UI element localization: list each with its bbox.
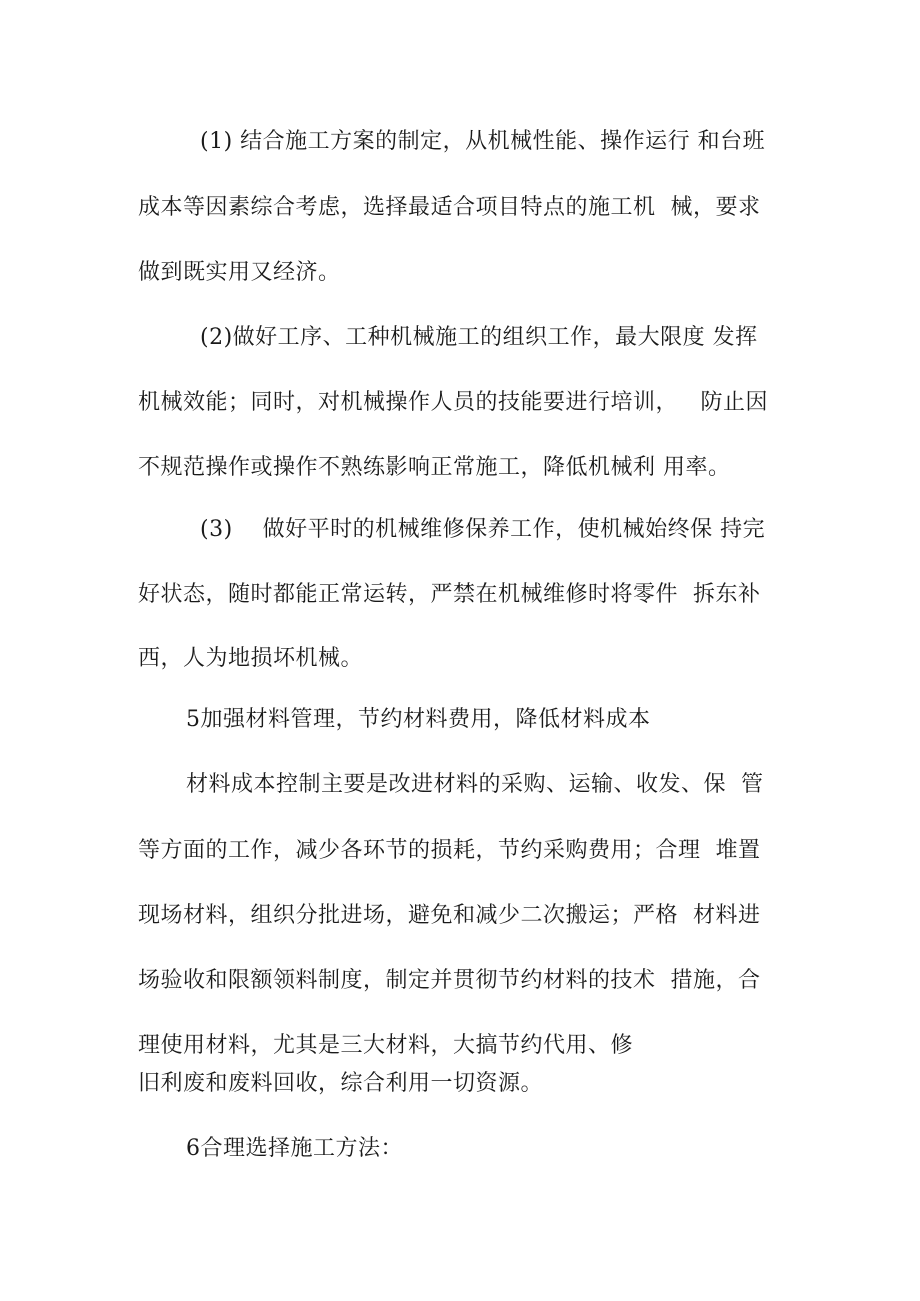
paragraph-3-line-1: (3) 做好平时的机械维修保养工作，使机械始终保 持完: [200, 517, 766, 542]
paragraph-1-line-3: 做到既实用又经济。: [138, 260, 341, 285]
paragraph-4-line-6: 旧利废和废料回收，综合利用一切资源。: [138, 1071, 544, 1096]
paragraph-3-line-2: 好状态，随时都能正常运转，严禁在机械维修时将零件 拆东补: [138, 582, 761, 607]
section-5-heading: 5加强材料管理，节约材料费用，降低材料成本: [186, 707, 651, 732]
paragraph-1-line-2: 成本等因素综合考虑，选择最适合项目特点的施工机 械，要求: [138, 195, 761, 220]
paragraph-1-line-1: (1) 结合施工方案的制定，从机械性能、操作运行 和台班: [200, 129, 766, 154]
paragraph-2-line-3: 不规范操作或操作不熟练影响正常施工，降低机械利 用率。: [138, 455, 731, 480]
paragraph-3-line-3: 西，人为地损坏机械。: [138, 646, 364, 671]
paragraph-2-line-2: 机械效能；同时，对机械操作人员的技能要进行培训， 防止因: [138, 390, 768, 415]
paragraph-4-line-5: 理使用材料，尤其是三大材料，大搞节约代用、修: [138, 1033, 634, 1058]
paragraph-2-line-1: (2)做好工序、工种机械施工的组织工作，最大限度 发挥: [200, 325, 758, 350]
paragraph-4-line-3: 现场材料，组织分批进场，避免和减少二次搬运；严格 材料进: [138, 903, 761, 928]
paragraph-4-line-2: 等方面的工作，减少各环节的损耗，节约采购费用；合理 堆置: [138, 838, 761, 863]
paragraph-4-line-1: 材料成本控制主要是改进材料的采购、运输、收发、保 管: [186, 772, 764, 797]
paragraph-4-line-4: 场验收和限额领料制度，制定并贯彻节约材料的技术 措施，合: [138, 968, 761, 993]
section-6-heading: 6合理选择施工方法：: [186, 1136, 403, 1161]
